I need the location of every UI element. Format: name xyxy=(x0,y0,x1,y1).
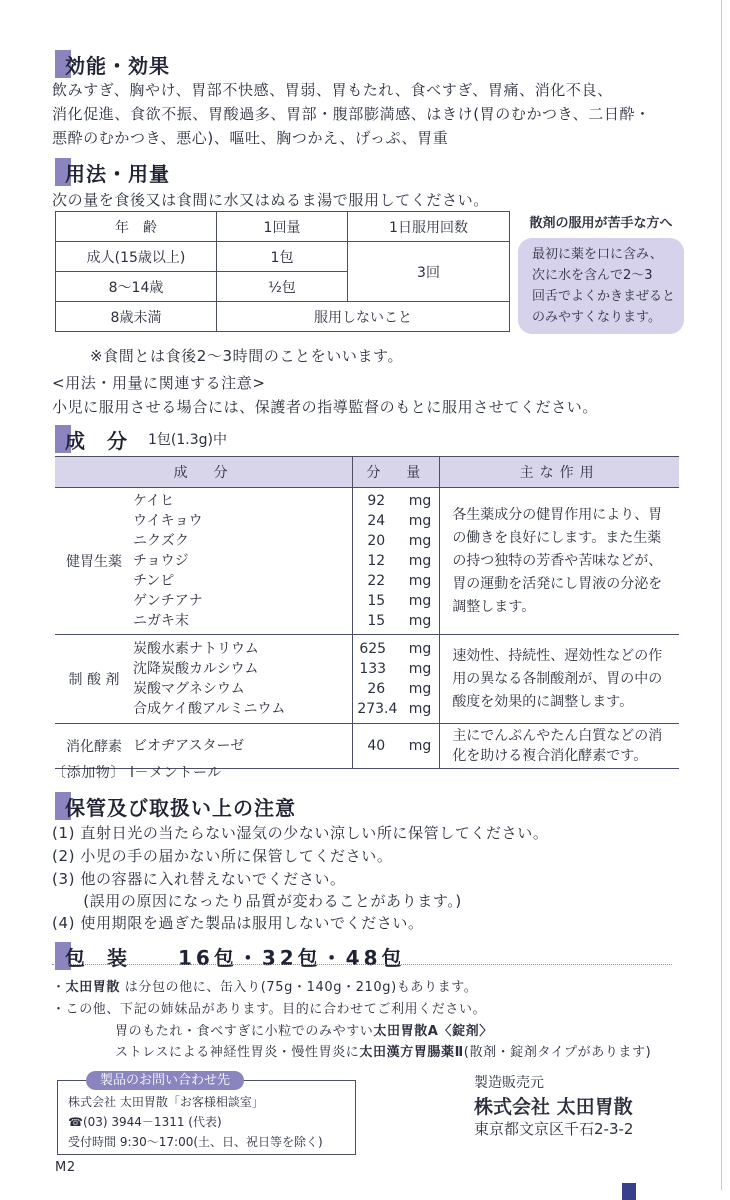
ingredient-qty xyxy=(353,659,439,679)
storage-item: (4) 使用期限を過ぎた製品は服用しないでください。 xyxy=(52,914,424,932)
dosage-amount: ½包 xyxy=(217,272,348,302)
sister-brand: 太田胃散A〈錠剤〉 xyxy=(373,1024,493,1039)
sister-text: ストレスによる神経性胃炎・慢性胃炎に xyxy=(115,1045,360,1060)
ingredient-name: ニクズク xyxy=(133,533,189,549)
doc-code: M2 xyxy=(55,1160,76,1175)
ingredient-name: ウイキョウ xyxy=(133,513,203,529)
qty-unit: mg xyxy=(408,513,432,529)
ingredient-name: チョウジ xyxy=(133,553,189,569)
package-sizes: 16包・32包・48包 xyxy=(178,945,406,970)
col-action: 主な作用 xyxy=(440,457,679,488)
ingredient-name: ビオヂアスターゼ xyxy=(133,738,245,754)
effect-line: 胃の運動を活発にし胃液の分泌を xyxy=(452,575,663,592)
effect-line: 各生薬成分の健胃作用により、胃 xyxy=(452,506,663,523)
ingredient-name: 合成ケイ酸アルミニウム xyxy=(133,701,286,717)
efficacy-heading xyxy=(55,50,170,78)
ingredient-qty xyxy=(353,591,439,611)
ingredient-qty xyxy=(353,736,439,756)
dosage-times: 3回 xyxy=(348,242,510,302)
qty-value: 273.4 xyxy=(357,701,398,717)
powder-tip-callout xyxy=(518,214,684,334)
dosage-intro: 次の量を食後又は食間に水又はぬるま湯で服用してください。 xyxy=(52,191,489,209)
qty-value: 12 xyxy=(367,553,386,569)
effect-line: 調整します。 xyxy=(452,598,536,615)
ingredient-effect xyxy=(440,724,679,769)
contact-title: 製品のお問い合わせ先 xyxy=(86,1071,244,1090)
effect-line: 主にでんぷんやたん白質などの消 xyxy=(452,728,663,744)
ingredient-name: ニガキ末 xyxy=(133,613,189,629)
bullet: ・ xyxy=(52,980,66,995)
ingredients-heading-text: 成 分 xyxy=(65,428,128,453)
qty-value: 20 xyxy=(367,533,386,549)
dosage-age: 成人(15歳以上) xyxy=(56,242,217,272)
ingredient-names xyxy=(133,635,353,724)
storage-item: (誤用の原因になったり品質が変わることがあります。) xyxy=(52,892,462,910)
ingredient-qty xyxy=(353,511,439,531)
ingredient-name: 炭酸マグネシウム xyxy=(133,681,245,697)
dosage-heading-text: 用法・用量 xyxy=(65,161,170,186)
qty-value: 24 xyxy=(367,513,386,529)
qty-unit: mg xyxy=(408,641,432,657)
ingredient-qtys xyxy=(353,488,440,635)
ingredient-qtys xyxy=(353,635,440,724)
contact-hours: 受付時間 9:30～17:00(土、日、祝日等を除く) xyxy=(68,1135,323,1149)
qty-unit: mg xyxy=(408,553,432,569)
powder-tip-line: のみやすくなります。 xyxy=(532,310,661,325)
qty-unit: mg xyxy=(408,573,432,589)
dosage-amount: 1包 xyxy=(217,242,348,272)
effect-line: 用の異なる各制酸剤が、胃の中の xyxy=(452,670,663,687)
ingredient-qty xyxy=(353,639,439,659)
effect-line: 酸度を効果的に調整します。 xyxy=(452,693,634,710)
dosage-caution-title: <用法・用量に関連する注意> xyxy=(52,374,266,392)
qty-unit: mg xyxy=(408,661,432,677)
qty-value: 92 xyxy=(367,493,386,509)
sister-product xyxy=(115,1041,651,1060)
storage-heading-text: 保管及び取扱い上の注意 xyxy=(65,795,296,820)
ingredients-table xyxy=(55,456,679,769)
ingredients-sub: 1包(1.3g)中 xyxy=(148,432,227,448)
qty-unit: mg xyxy=(408,738,432,754)
storage-heading xyxy=(55,792,296,820)
page-fold-line xyxy=(721,0,722,1190)
qty-value: 15 xyxy=(367,613,386,629)
ingredients-heading xyxy=(55,425,227,453)
additive: 〔添加物〕 l－メントール xyxy=(52,765,222,781)
ingredient-qty xyxy=(353,699,439,719)
ingredient-qty xyxy=(353,611,439,631)
category: 消化酵素 xyxy=(55,724,133,769)
storage-item: (2) 小児の手の届かない所に保管してください。 xyxy=(52,847,393,865)
qty-value: 625 xyxy=(359,641,387,657)
storage-item: (3) 他の容器に入れ替えないでください。 xyxy=(52,870,346,888)
sister-product xyxy=(115,1020,493,1039)
dosage-age: 8～14歳 xyxy=(56,272,217,302)
ingredient-qty xyxy=(353,531,439,551)
contact-box xyxy=(57,1073,356,1155)
contact-company: 株式会社 太田胃散「お客様相談室」 xyxy=(68,1095,264,1109)
ingredient-names xyxy=(133,488,353,635)
ingredient-qty xyxy=(353,551,439,571)
qty-unit: mg xyxy=(408,613,432,629)
ingredient-effect xyxy=(440,488,679,635)
qty-unit: mg xyxy=(408,493,432,509)
powder-tip-line: 回舌でよくかきまぜると xyxy=(532,289,676,304)
ingredient-qty xyxy=(353,679,439,699)
effect-line: の働きを良好にします。また生薬 xyxy=(452,529,662,546)
dosage-col-age: 年 齢 xyxy=(56,212,217,242)
sister-brand: 太田漢方胃腸薬Ⅱ xyxy=(359,1045,464,1060)
qty-value: 22 xyxy=(367,573,386,589)
qty-unit: mg xyxy=(408,593,432,609)
ingredient-name: ゲンチアナ xyxy=(133,593,203,609)
package-note-text: は分包の他に、缶入り(75g・140g・210g)もあります。 xyxy=(124,980,478,995)
qty-value: 133 xyxy=(359,661,387,677)
dosage-caution-text: 小児に服用させる場合には、保護者の指導監督のもとに服用させてください。 xyxy=(52,398,599,416)
category: 健胃生薬 xyxy=(55,488,133,635)
qty-value: 15 xyxy=(367,593,386,609)
divider xyxy=(52,964,672,965)
dosage-amount: 服用しないこと xyxy=(217,302,510,332)
ingredient-qty xyxy=(353,571,439,591)
brand-name: 太田胃散 xyxy=(65,980,121,995)
dosage-table xyxy=(55,211,510,332)
ingredient-name: 沈降炭酸カルシウム xyxy=(133,661,259,677)
dosage-col-amount: 1回量 xyxy=(217,212,348,242)
qty-unit: mg xyxy=(408,681,432,697)
col-qty: 分 量 xyxy=(353,457,440,488)
ingredient-qty xyxy=(353,491,439,511)
dosage-col-times: 1日服用回数 xyxy=(348,212,510,242)
qty-unit: mg xyxy=(408,701,432,717)
efficacy-heading-text: 効能・効果 xyxy=(65,53,170,78)
powder-tip-line: 次に水を含んで2～3 xyxy=(532,268,653,283)
effect-line: 化を助ける複合消化酵素です。 xyxy=(452,748,648,764)
dosage-heading xyxy=(55,158,170,186)
sister-text: 胃のもたれ・食べすぎに小粒でのみやすい xyxy=(115,1024,374,1039)
package-note: ・この他、下記の姉妹品があります。目的に合わせてご利用ください。 xyxy=(52,1002,487,1017)
powder-tip-line: 最初に薬を口に含み、 xyxy=(532,247,663,262)
storage-item: (1) 直射日光の当たらない湿気の少ない涼しい所に保管してください。 xyxy=(52,824,549,842)
package-heading-text: 包 装 xyxy=(65,945,128,970)
powder-tip-box xyxy=(518,238,684,334)
package-note xyxy=(52,976,477,995)
category: 制 酸 剤 xyxy=(55,635,133,724)
dosage-note: ※食間とは食後2～3時間のことをいいます。 xyxy=(90,347,404,365)
dosage-age: 8歳未満 xyxy=(56,302,217,332)
ingredient-name: チンピ xyxy=(133,573,175,589)
page-marker xyxy=(622,1183,636,1200)
ingredient-name: 炭酸水素ナトリウム xyxy=(133,641,259,657)
effect-line: の持つ独特の芳香や苦味などが、 xyxy=(452,552,663,569)
effect-line: 速効性、持続性、遅効性などの作 xyxy=(452,647,663,664)
sister-note: (散剤・錠剤タイプがあります) xyxy=(463,1045,652,1060)
ingredient-effect xyxy=(440,635,679,724)
manufacturer-label: 製造販売元 xyxy=(474,1075,544,1091)
ingredient-qtys xyxy=(353,724,440,769)
manufacturer-name: 株式会社 太田胃散 xyxy=(474,1096,633,1118)
efficacy-line: 飲みすぎ、胸やけ、胃部不快感、胃弱、胃もたれ、食べすぎ、胃痛、消化不良、 xyxy=(52,81,613,99)
ingredient-name: ケイヒ xyxy=(133,493,175,509)
powder-tip-title: 散剤の服用が苦手な方へ xyxy=(529,216,673,231)
contact-phone: ☎(03) 3944－1311 (代表) xyxy=(68,1115,222,1129)
manufacturer-address: 東京都文京区千石2-3-2 xyxy=(474,1120,634,1138)
col-name: 成 分 xyxy=(55,457,353,488)
efficacy-line: 消化促進、食欲不振、胃酸過多、胃部・腹部膨満感、はきけ(胃のむかつき、二日酔・ xyxy=(52,105,651,123)
qty-unit: mg xyxy=(408,533,432,549)
efficacy-line: 悪酔のむかつき、悪心)、嘔吐、胸つかえ、げっぷ、胃重 xyxy=(52,129,449,147)
qty-value: 26 xyxy=(367,681,386,697)
package-heading xyxy=(55,942,406,970)
qty-value: 40 xyxy=(367,738,386,754)
